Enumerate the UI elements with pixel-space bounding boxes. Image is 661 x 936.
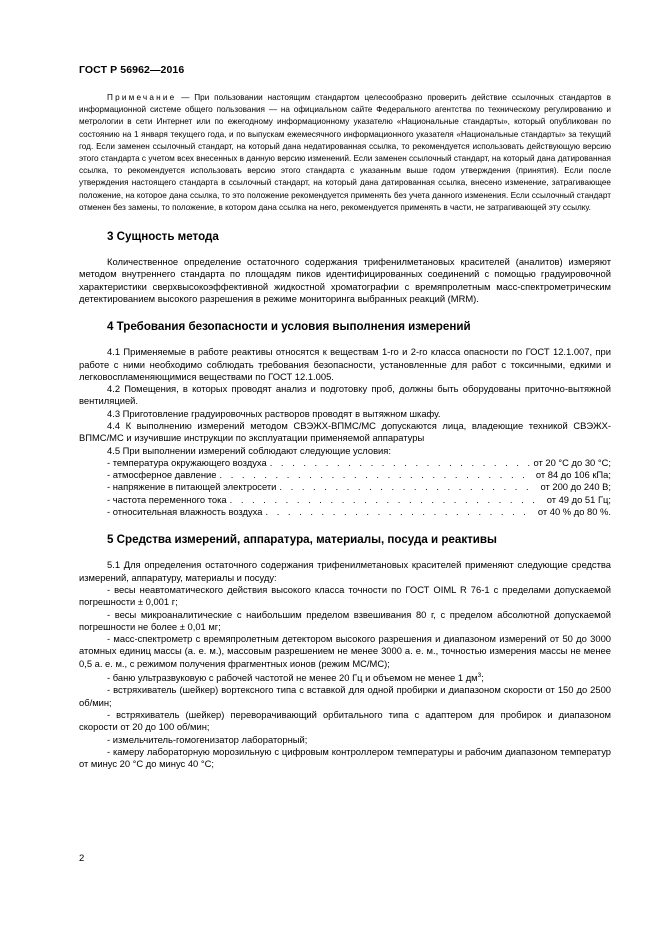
condition-value: от 20 °С до 30 °С; xyxy=(533,456,611,468)
standard-code-header: ГОСТ Р 56962—2016 xyxy=(79,64,185,76)
leader-dots xyxy=(230,494,544,506)
equipment-item-tail: ; xyxy=(481,672,484,684)
equipment-item xyxy=(79,670,611,684)
condition-label: - напряжение в питающей электросети xyxy=(107,481,277,493)
leader-dots xyxy=(220,469,533,481)
equipment-item: - весы неавтоматического действия высокого класса точности по ГОСТ OIML R 76-1 с пределами допускаемой погрешности ± 0,001 г; xyxy=(79,583,611,608)
condition-label: - частота переменного тока xyxy=(107,493,227,505)
note-label: Примечание xyxy=(107,93,177,102)
superscript: 3 xyxy=(477,672,482,680)
section-4-2: 4.2 Помещения, в которых проводят анализ и подготовку проб, должны быть оборудованы приточно-вытяжной вентиляцией. xyxy=(79,383,611,407)
condition-label: - температура окружающего воздуха xyxy=(107,456,267,468)
condition-value: от 49 до 51 Гц; xyxy=(546,493,611,505)
equipment-item-text: - баню ультразвуковую с рабочей частотой не менее 20 Гц и объемом не менее 1 дм xyxy=(107,672,478,684)
condition-row xyxy=(79,457,611,469)
page-content xyxy=(79,92,611,771)
condition-row xyxy=(79,494,611,506)
leader-dots xyxy=(270,457,531,469)
section-4-3: 4.3 Приготовление градуировочных растворов проводят в вытяжном шкафу. xyxy=(107,407,441,419)
condition-row xyxy=(79,469,611,481)
condition-value: от 84 до 106 кПа; xyxy=(535,469,611,481)
note-text: — При пользовании настоящим стандартом целесообразно проверить действие ссылочных стандартов в информационной системе общего пользования — на официальном сайте Федерального агентства по техническому регулированию и метрологии в сети Интернет или по ежегодному информационному указателю «Национальные стандарты», который опубликован по состоянию на 1 января текущего года, и по выпускам ежемесячного информационного указателя «Национальные стандарты» за текущий год. Если заменен ссылочный стандарт, на который дана недатированная ссылка, то рекомендуется использовать действующую версию этого стандарта с учетом всех внесенных в данную версию изменений. Если заменен ссылочный стандарт, на который дана датированная ссылка, то рекомендуется использовать версию этого стандарта с указанным выше годом утверждения (принятия). Если после утверждения настоящего стандарта в ссылочный стандарт, на который дана датированная ссылка, внесено изменение, затрагивающее положение, на которое дана ссылка, то это положение рекомендуется применять без учета данного изменения. Если ссылочный стандарт отменен без замены, то положение, в котором дана ссылка на него, рекомендуется применять в части, не затрагивающей эту ссылку. xyxy=(79,93,611,212)
condition-label: - атмосферное давление xyxy=(107,469,217,481)
equipment-item: - масс-спектрометр с времяпролетным детектором высокого разрешения и диапазоном измерений от 50 до 3000 атомных единиц массы (а. е. м.), массовым разрешением не менее 3000 а. е. м., точностью измерения массы не менее 0,5 а. е. м., с режимом получения фрагментных ионов (режим МС/МС); xyxy=(79,633,611,669)
condition-row xyxy=(79,481,611,493)
section-4-4: 4.4 К выполнению измерений методом СВЭЖХ-ВПМС/МС допускаются лица, владеющие техникой СВЭЖХ-ВПМС/МС и изучившие инструкции по эксплуатации применяемой аппаратуры xyxy=(79,420,611,444)
section-5-1-intro: 5.1 Для определения остаточного содержания трифенилметановых красителей применяют следующие средства измерений, аппаратуру, материалы и посуду: xyxy=(79,559,611,583)
equipment-item: - встряхиватель (шейкер) переворачивающий орбитального типа с адаптером для пробирок и диапазоном скорости от 20 до 100 об/мин; xyxy=(79,709,611,733)
leader-dots xyxy=(265,506,534,518)
condition-value: от 200 до 240 В; xyxy=(540,481,611,493)
equipment-item: - весы микроаналитические с наибольшим пределом взвешивания 80 г, с пределом абсолютной допускаемой погрешности не более ± 0,01 мг; xyxy=(79,608,611,632)
condition-row xyxy=(79,506,611,518)
equipment-item: - измельчитель-гомогенизатор лабораторный; xyxy=(107,733,308,745)
section-3-text: Количественное определение остаточного содержания трифенилметановых красителей (аналитов) измеряют методом внутреннего стандарта по площадям пиков идентифицированных соединений с помощью градуировочной характеристики сверхвысокоэффективной жидкостной хроматографии с времяпролетным масс-спектрометрическим детектированием высокого разрешения в режиме мониторинга выбранных реакций (MRM). xyxy=(79,256,611,304)
condition-label: - относительная влажность воздуха xyxy=(107,506,263,518)
section-4-title: 4 Требования безопасности и условия выполнения измерений xyxy=(107,320,471,334)
section-3-title: 3 Сущность метода xyxy=(107,230,219,244)
equipment-item: - встряхиватель (шейкер) вортексного типа с вставкой для одной пробирки и диапазоном скорости от 150 до 2500 об/мин; xyxy=(79,684,611,708)
leader-dots xyxy=(279,481,537,493)
section-4-5: 4.5 При выполнении измерений соблюдают следующие условия: xyxy=(107,444,391,456)
condition-value: от 40 % до 80 %. xyxy=(537,506,611,518)
equipment-item: - камеру лабораторную морозильную с цифровым контроллером температуры и рабочим диапазоном температур от минус 20 °С до минус 40 °С; xyxy=(79,745,611,770)
section-4-1: 4.1 Применяемые в работе реактивы относятся к веществам 1-го и 2-го класса опасности по ГОСТ 12.1.007, при работе с ними необходимо соблюдать требования безопасности, установленные для работ с токсичными, едкими и легковоспламеняющимися веществами по ГОСТ 12.1.005. xyxy=(79,346,611,382)
note-paragraph xyxy=(79,92,611,214)
section-5-title: 5 Средства измерений, аппаратура, материалы, посуда и реактивы xyxy=(107,533,497,547)
page-number: 2 xyxy=(79,853,85,864)
